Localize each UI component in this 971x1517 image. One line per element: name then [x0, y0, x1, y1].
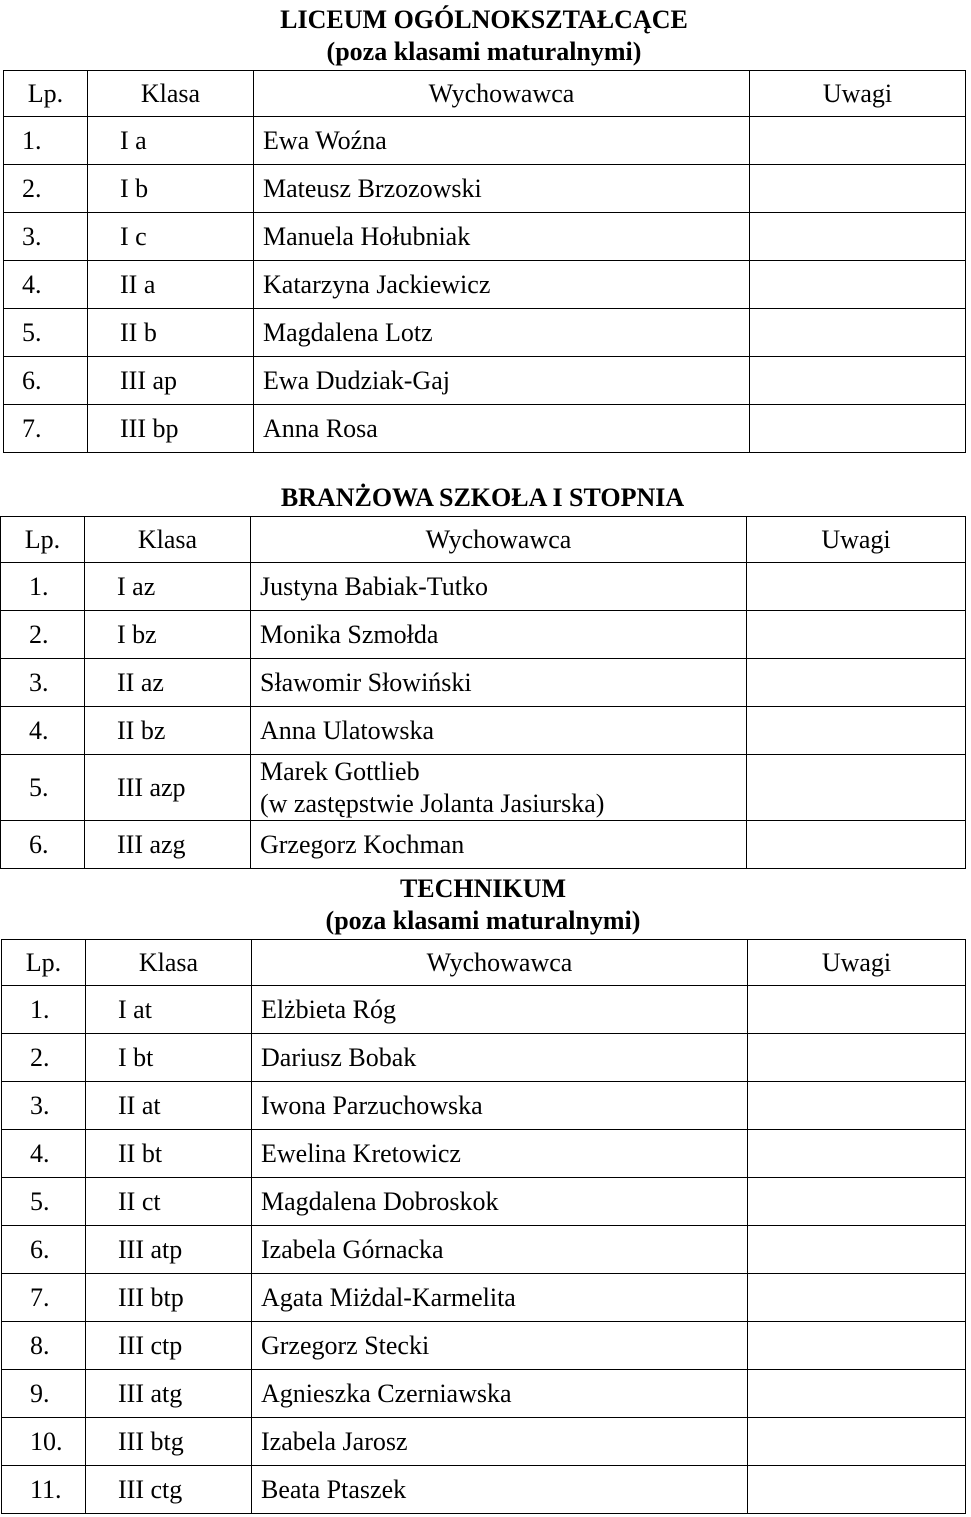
cell-klasa: III ctp	[86, 1322, 252, 1370]
cell-lp: 8.	[2, 1322, 86, 1370]
cell-wychowawca: Izabela Górnacka	[252, 1226, 748, 1274]
cell-wychowawca: Justyna Babiak-Tutko	[251, 563, 747, 611]
table-header-row	[4, 71, 966, 117]
cell-lp: 2.	[4, 165, 88, 213]
table-row	[4, 261, 966, 309]
table-row	[1, 611, 966, 659]
table-row	[2, 1274, 966, 1322]
table-row	[4, 309, 966, 357]
cell-uwagi	[748, 1130, 966, 1178]
cell-wychowawca: Magdalena Lotz	[254, 309, 750, 357]
cell-klasa: III ap	[88, 357, 254, 405]
table-row	[2, 1034, 966, 1082]
cell-uwagi	[750, 261, 966, 309]
cell-lp: 6.	[1, 821, 85, 869]
cell-wychowawca: Dariusz Bobak	[252, 1034, 748, 1082]
table-row	[2, 1370, 966, 1418]
cell-klasa: I c	[88, 213, 254, 261]
cell-wychowawca: Ewa Dudziak-Gaj	[254, 357, 750, 405]
cell-klasa: I az	[85, 563, 251, 611]
cell-uwagi	[748, 1226, 966, 1274]
section-title-line1: TECHNIKUM	[399, 874, 567, 903]
table-row	[4, 405, 966, 453]
cell-uwagi	[748, 986, 966, 1034]
table-row	[1, 659, 966, 707]
cell-klasa: III azp	[85, 755, 251, 821]
cell-uwagi	[747, 611, 966, 659]
cell-klasa: III btp	[86, 1274, 252, 1322]
table-header-row	[2, 940, 966, 986]
cell-uwagi	[750, 309, 966, 357]
cell-klasa: III ctg	[86, 1466, 252, 1514]
section-title-line1: BRANŻOWA SZKOŁA I STOPNIA	[280, 483, 685, 512]
table-row	[2, 1082, 966, 1130]
class-table-branzowa	[0, 516, 966, 869]
cell-klasa: II az	[85, 659, 251, 707]
table-row	[4, 117, 966, 165]
cell-klasa: II at	[86, 1082, 252, 1130]
header-uwagi: Uwagi	[747, 517, 966, 563]
table-row	[2, 1418, 966, 1466]
header-klasa: Klasa	[85, 517, 251, 563]
cell-lp: 5.	[1, 755, 85, 821]
header-klasa: Klasa	[88, 71, 254, 117]
header-wychowawca: Wychowawca	[252, 940, 748, 986]
table-row	[2, 1466, 966, 1514]
cell-uwagi	[747, 563, 966, 611]
cell-wychowawca: Ewa Woźna	[254, 117, 750, 165]
cell-lp: 10.	[2, 1418, 86, 1466]
header-lp: Lp.	[2, 940, 86, 986]
cell-lp: 5.	[2, 1178, 86, 1226]
table-row	[2, 1130, 966, 1178]
header-wychowawca: Wychowawca	[254, 71, 750, 117]
table-header-row	[1, 517, 966, 563]
cell-wychowawca: Katarzyna Jackiewicz	[254, 261, 750, 309]
cell-klasa: II ct	[86, 1178, 252, 1226]
cell-lp: 3.	[2, 1082, 86, 1130]
table-row	[2, 986, 966, 1034]
cell-klasa: III azg	[85, 821, 251, 869]
cell-uwagi	[747, 821, 966, 869]
section-technikum	[1, 873, 965, 1514]
cell-uwagi	[750, 213, 966, 261]
cell-lp: 1.	[2, 986, 86, 1034]
cell-lp: 3.	[4, 213, 88, 261]
cell-wychowawca: Magdalena Dobroskok	[252, 1178, 748, 1226]
cell-wychowawca: Monika Szmołda	[251, 611, 747, 659]
cell-klasa: II b	[88, 309, 254, 357]
cell-klasa: III atp	[86, 1226, 252, 1274]
cell-uwagi	[748, 1370, 966, 1418]
cell-uwagi	[750, 405, 966, 453]
cell-wychowawca: Elżbieta Róg	[252, 986, 748, 1034]
section-liceum	[3, 4, 965, 453]
cell-wychowawca: Anna Rosa	[254, 405, 750, 453]
class-table-technikum	[1, 939, 966, 1514]
table-row	[2, 1178, 966, 1226]
header-uwagi: Uwagi	[750, 71, 966, 117]
header-lp: Lp.	[4, 71, 88, 117]
table-row	[1, 707, 966, 755]
cell-uwagi	[750, 165, 966, 213]
section-branzowa	[0, 482, 965, 869]
cell-uwagi	[747, 707, 966, 755]
cell-uwagi	[748, 1322, 966, 1370]
section-title	[0, 482, 965, 514]
section-title-line2: (poza klasami maturalnymi)	[325, 906, 641, 935]
header-lp: Lp.	[1, 517, 85, 563]
table-row	[2, 1322, 966, 1370]
section-title-line2: (poza klasami maturalnymi)	[326, 37, 642, 66]
cell-uwagi	[748, 1466, 966, 1514]
header-klasa: Klasa	[86, 940, 252, 986]
class-table-liceum	[3, 70, 966, 453]
cell-klasa: I bz	[85, 611, 251, 659]
cell-lp: 1.	[1, 563, 85, 611]
table-row	[1, 563, 966, 611]
header-uwagi: Uwagi	[748, 940, 966, 986]
cell-klasa: III bp	[88, 405, 254, 453]
cell-lp: 1.	[4, 117, 88, 165]
cell-wychowawca: Grzegorz Kochman	[251, 821, 747, 869]
cell-klasa: III atg	[86, 1370, 252, 1418]
cell-wychowawca: Mateusz Brzozowski	[254, 165, 750, 213]
cell-lp: 7.	[2, 1274, 86, 1322]
cell-wychowawca: Sławomir Słowiński	[251, 659, 747, 707]
cell-uwagi	[748, 1082, 966, 1130]
cell-wychowawca	[251, 755, 747, 821]
section-title-line1: LICEUM OGÓLNOKSZTAŁCĄCE	[280, 5, 688, 34]
header-wychowawca: Wychowawca	[251, 517, 747, 563]
cell-klasa: I at	[86, 986, 252, 1034]
cell-uwagi	[748, 1274, 966, 1322]
cell-klasa: I bt	[86, 1034, 252, 1082]
cell-lp: 4.	[4, 261, 88, 309]
cell-klasa: II bz	[85, 707, 251, 755]
cell-uwagi	[747, 755, 966, 821]
cell-wychowawca: Manuela Hołubniak	[254, 213, 750, 261]
cell-lp: 5.	[4, 309, 88, 357]
cell-lp: 4.	[1, 707, 85, 755]
table-row	[1, 821, 966, 869]
cell-lp: 4.	[2, 1130, 86, 1178]
cell-uwagi	[748, 1034, 966, 1082]
cell-klasa: II a	[88, 261, 254, 309]
cell-klasa: II bt	[86, 1130, 252, 1178]
cell-klasa: I a	[88, 117, 254, 165]
cell-lp: 3.	[1, 659, 85, 707]
cell-wychowawca: Izabela Jarosz	[252, 1418, 748, 1466]
cell-lp: 2.	[1, 611, 85, 659]
table-row	[4, 357, 966, 405]
cell-uwagi	[750, 357, 966, 405]
cell-lp: 6.	[4, 357, 88, 405]
cell-lp: 11.	[2, 1466, 86, 1514]
cell-lp: 9.	[2, 1370, 86, 1418]
cell-lp: 2.	[2, 1034, 86, 1082]
cell-wychowawca: Anna Ulatowska	[251, 707, 747, 755]
cell-wychowawca: Iwona Parzuchowska	[252, 1082, 748, 1130]
cell-wychowawca: Beata Ptaszek	[252, 1466, 748, 1514]
table-row	[2, 1226, 966, 1274]
wychowawca-name: Marek Gottlieb	[260, 756, 420, 786]
section-title	[1, 873, 965, 937]
wychowawca-note: (w zastępstwie Jolanta Jasiurska)	[260, 788, 605, 818]
table-row	[4, 165, 966, 213]
table-row	[4, 213, 966, 261]
cell-lp: 7.	[4, 405, 88, 453]
cell-wychowawca: Grzegorz Stecki	[252, 1322, 748, 1370]
cell-lp: 6.	[2, 1226, 86, 1274]
cell-wychowawca: Agnieszka Czerniawska	[252, 1370, 748, 1418]
cell-uwagi	[750, 117, 966, 165]
cell-klasa: I b	[88, 165, 254, 213]
cell-wychowawca: Agata Miżdal-Karmelita	[252, 1274, 748, 1322]
cell-uwagi	[747, 659, 966, 707]
cell-uwagi	[748, 1178, 966, 1226]
cell-klasa: III btg	[86, 1418, 252, 1466]
section-title	[3, 4, 965, 68]
cell-uwagi	[748, 1418, 966, 1466]
table-row	[1, 755, 966, 821]
cell-wychowawca: Ewelina Kretowicz	[252, 1130, 748, 1178]
